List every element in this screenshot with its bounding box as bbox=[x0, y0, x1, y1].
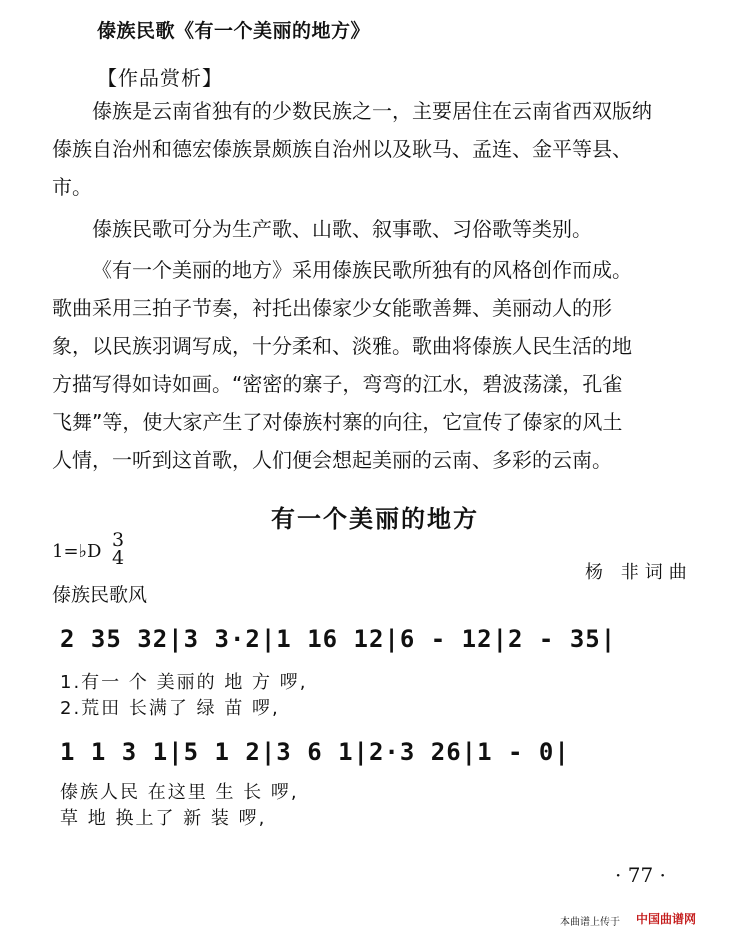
song-style: 傣族民歌风 bbox=[52, 584, 148, 606]
paragraph-line: 傣族是云南省独有的少数民族之一，主要居住在云南省西双版纳 bbox=[92, 99, 652, 123]
paragraph-genres bbox=[52, 210, 712, 248]
appreciation-label: 【作品赏析】 bbox=[97, 66, 223, 90]
section-heading: 傣族民歌《有一个美丽的地方》 bbox=[97, 20, 371, 42]
lyric-row-2-verse-1: 傣族人民 在这里 生 长 啰, bbox=[60, 782, 299, 803]
lyric-row-1-verse-2: 2.荒田 长满了 绿 苗 啰, bbox=[60, 698, 280, 719]
score-row-2: 1 1 3 1|5 1 2|3 6 1|2·3 26|1 - 0| bbox=[60, 738, 570, 766]
paragraph-line: 市。 bbox=[52, 175, 92, 199]
paragraph-line: 《有一个美丽的地方》采用傣族民歌所独有的风格创作而成。 bbox=[92, 258, 632, 282]
upload-note: 本曲谱上传于 bbox=[560, 917, 620, 928]
paragraph-line: 飞舞”等，使大家产生了对傣族村寨的向往，它宣传了傣家的风土 bbox=[52, 410, 623, 434]
paragraph-intro bbox=[52, 92, 712, 206]
song-title: 有一个美丽的地方 bbox=[271, 505, 479, 533]
paragraph-line: 人情，一听到这首歌，人们便会想起美丽的云南、多彩的云南。 bbox=[52, 448, 612, 472]
lyric-row-2-verse-2: 草 地 换上了 新 装 啰, bbox=[60, 808, 267, 829]
paragraph-line: 方描写得如诗如画。“密密的寨子，弯弯的江水，碧波荡漾，孔雀 bbox=[52, 372, 623, 396]
key-signature: 1=♭D bbox=[52, 541, 102, 562]
paragraph-analysis bbox=[52, 251, 712, 479]
song-credit: 杨 非词曲 bbox=[585, 562, 693, 583]
paragraph-line: 象，以民族羽调写成，十分柔和、淡雅。歌曲将傣族人民生活的地 bbox=[52, 334, 632, 358]
page-number: · 77 · bbox=[615, 863, 666, 887]
paragraph-line: 歌曲采用三拍子节奏，衬托出傣家少女能歌善舞、美丽动人的形 bbox=[52, 296, 612, 320]
score-row-1: 2 35 32|3 3·2|1 16 12|6 - 12|2 - 35| bbox=[60, 625, 617, 653]
time-signature-bottom: 4 bbox=[112, 547, 125, 569]
paragraph-line: 傣族民歌可分为生产歌、山歌、叙事歌、习俗歌等类别。 bbox=[92, 217, 592, 241]
paragraph-line: 傣族自治州和德宏傣族景颇族自治州以及耿马、孟连、金平等县、 bbox=[52, 137, 632, 161]
time-signature-top: 3 bbox=[112, 529, 125, 551]
time-signature bbox=[112, 531, 124, 567]
site-logo: 中国曲谱网 bbox=[636, 912, 697, 926]
lyric-row-1-verse-1: 1.有一 个 美丽的 地 方 啰, bbox=[60, 672, 308, 693]
